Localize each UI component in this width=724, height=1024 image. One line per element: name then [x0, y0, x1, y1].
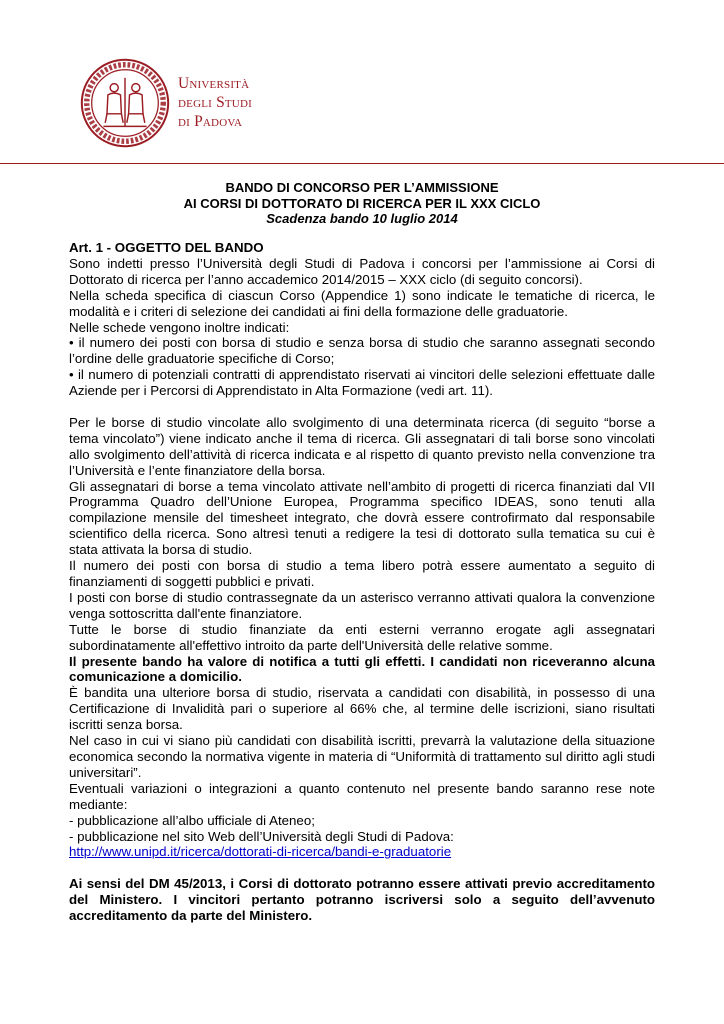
paragraph: Nelle schede vengono inoltre indicati:: [69, 319, 290, 335]
paragraph: Nel caso in cui vi siano più candidati con disabilità iscritti, prevarrà la valutazione della situazione economica secondo la normativa vigente in materia di “Uniformità di trattamento sul diritto agli studi universitari”.: [69, 733, 655, 780]
list-item: - pubblicazione all’albo ufficiale di Ateneo;: [69, 812, 315, 828]
university-name-line: Università: [178, 75, 250, 92]
document-body: [69, 240, 655, 924]
paragraph: Per le borse di studio vincolate allo svolgimento di una determinata ricerca (di seguito “borse a tema vincolato”) viene indicato anche il tema di ricerca. Gli assegnatari di tali borse sono vincolati allo svolgimento dell’attività di ricerca indicata e al rispetto di quanto previsto nella convenzione tra l’Università e l’ente finanziatore della borsa.: [69, 414, 655, 478]
spacer: [69, 860, 655, 876]
paragraph: I posti con borse di studio contrassegnate da un asterisco verranno attivati qualora la convenzione venga sottoscritta dall'ente finanziatore.: [69, 589, 655, 621]
paragraph: Sono indetti presso l’Università degli Studi di Padova i concorsi per l’ammissione ai Corsi di Dottorato di ricerca per l’anno accademico 2014/2015 – XXX ciclo (di seguito concorsi).: [69, 255, 655, 287]
article-heading: Art. 1 - OGGETTO DEL BANDO: [69, 240, 264, 255]
title-line-2: AI CORSI DI DOTTORATO DI RICERCA PER IL XXX CICLO: [183, 195, 541, 211]
list-item: • il numero di potenziali contratti di apprendistato riservati ai vincitori delle selezioni effettuate dalle Aziende per i Percorsi di Apprendistato in Alta Formazione (vedi art. 11).: [69, 367, 655, 399]
paragraph: Gli assegnatari di borse a tema vincolato attivate nell’ambito di progetti di ricerca finanziati dal VII Programma Quadro dell’Unione Europea, Programma specifico IDEAS, sono tenuti alla compilazione mensile del timesheet integrato, che dovrà essere controfirmato dal responsabile scientifico della ricerca. Sono altresì tenuti a redigere la tesi di dottorato sulla tematica su cui è stata attivata la borsa di studio.: [69, 478, 655, 558]
notice-paragraph: Il presente bando ha valore di notifica a tutti gli effetti. I candidati non riceveranno alcuna comunicazione a domicilio.: [69, 653, 655, 685]
university-name-line: di Padova: [178, 113, 243, 130]
list-item: • il numero dei posti con borsa di studio e senza borsa di studio che saranno assegnati secondo l’ordine delle graduatorie specifiche di Corso;: [69, 335, 655, 367]
paragraph: Eventuali variazioni o integrazioni a quanto contenuto nel presente bando saranno rese note mediante:: [69, 780, 655, 812]
paragraph: Nella scheda specifica di ciascun Corso (Appendice 1) sono indicate le tematiche di ricerca, le modalità e i criteri di selezione dei candidati ai fini della formazione delle graduatorie.: [69, 287, 655, 319]
list-item: - pubblicazione nel sito Web dell’Università degli Studi di Padova:: [69, 828, 454, 844]
paragraph: È bandita una ulteriore borsa di studio, riservata a candidati con disabilità, in possesso di una Certificazione di Invalidità pari o superiore al 66% che, al termine delle iscrizioni, siano risultati iscritti senza borsa.: [69, 685, 655, 733]
document-title: [0, 180, 724, 227]
title-line-1: BANDO DI CONCORSO PER L’AMMISSIONE: [225, 180, 499, 195]
spacer: [69, 399, 655, 415]
accreditation-paragraph: Ai sensi del DM 45/2013, i Corsi di dottorato potranno essere attivati previo accreditamento del Ministero. I vincitori pertanto potranno iscriversi solo a seguito dell’avvenuto accreditamento da parte del Ministero.: [69, 876, 655, 924]
graduatorie-link[interactable]: http://www.unipd.it/ricerca/dottorati-di-ricerca/bandi-e-graduatorie: [69, 844, 452, 860]
university-name: [178, 74, 252, 131]
header-divider: [0, 163, 724, 164]
university-seal-icon: [80, 58, 170, 148]
university-name-line: degli Studi: [178, 94, 252, 111]
deadline: Scadenza bando 10 luglio 2014: [266, 211, 458, 226]
paragraph: Il numero dei posti con borsa di studio a tema libero potrà essere aumentato a seguito di finanziamenti di soggetti pubblici e privati.: [69, 558, 655, 590]
paragraph: Tutte le borse di studio finanziate da enti esterni verranno erogate agli assegnatari subordinatamente all'effettivo introito da parte dell'Università delle relative somme.: [69, 621, 655, 653]
